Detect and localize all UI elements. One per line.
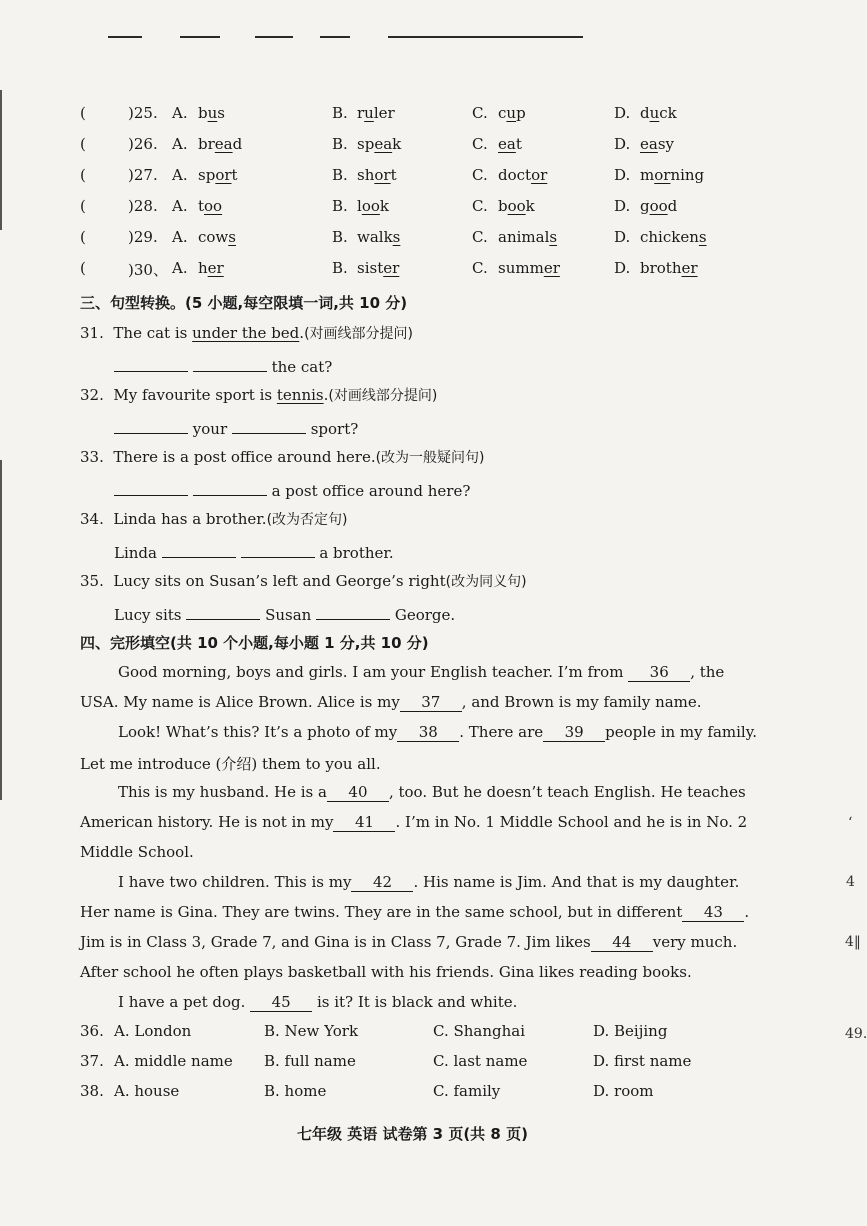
option-word: animals <box>498 228 558 246</box>
option-letter: A. <box>172 166 188 184</box>
passage-line: Good morning, boys and girls. I am your English teacher. I’m from 36 , the <box>118 663 725 681</box>
option-letter: C. <box>472 259 488 277</box>
hint: (对画线部分提问) <box>328 388 438 404</box>
cloze-blank-44[interactable]: 44 <box>591 934 653 952</box>
margin-mark: 4‖ <box>845 934 861 950</box>
option-word: good <box>640 197 678 215</box>
answer-blank[interactable] <box>193 354 267 372</box>
option-letter: B. <box>332 104 348 122</box>
option-letter: A. <box>172 259 188 277</box>
option-letter: D. <box>614 104 631 122</box>
question-31: 31. The cat is under the bed.(对画线部分提问) <box>80 324 413 342</box>
option-choice[interactable]: D. first name <box>593 1052 692 1070</box>
hint: (改为否定句) <box>266 512 348 528</box>
option-word: sport <box>198 166 238 184</box>
option-letter: C. <box>472 104 488 122</box>
margin-mark: 49. <box>845 1026 867 1042</box>
option-word: look <box>357 197 389 215</box>
cloze-blank-38[interactable]: 38 <box>397 724 459 742</box>
question-number: )26. <box>128 135 158 153</box>
answer-35: Lucy sits Susan George. <box>114 602 455 624</box>
option-letter: B. <box>332 197 348 215</box>
answer-blank[interactable] <box>114 354 188 372</box>
section4-title: 四、完形填空(共 10 个小题,每小题 1 分,共 10 分) <box>80 634 429 652</box>
cloze-blank-42[interactable]: 42 <box>351 874 413 892</box>
answer-paren[interactable]: ( <box>80 259 86 277</box>
option-choice[interactable]: C. family <box>433 1082 501 1100</box>
option-word: cows <box>198 228 236 246</box>
option-letter: B. <box>332 228 348 246</box>
option-choice[interactable]: C. Shanghai <box>433 1022 526 1040</box>
passage-line: Look! What’s this? It’s a photo of my 38 . There are 39 people in my family. <box>118 723 757 741</box>
underlined-phrase: under the bed <box>192 324 300 342</box>
option-letter: D. <box>614 228 631 246</box>
option-letter: C. <box>472 135 488 153</box>
option-choice[interactable]: A. house <box>114 1082 180 1100</box>
answer-blank[interactable] <box>232 416 306 434</box>
scan-edge <box>0 460 2 800</box>
option-choice[interactable]: B. home <box>264 1082 327 1100</box>
option-word: eat <box>498 135 522 153</box>
cloze-blank-39[interactable]: 39 <box>543 724 605 742</box>
answer-blank[interactable] <box>241 540 315 558</box>
option-choice[interactable]: A. London <box>114 1022 192 1040</box>
top-rule-1 <box>108 36 142 38</box>
answer-33: a post office around here? <box>114 478 470 500</box>
option-number: 36. <box>80 1022 104 1040</box>
option-word: her <box>198 259 224 277</box>
option-letter: C. <box>472 228 488 246</box>
answer-paren[interactable]: ( <box>80 104 86 122</box>
answer-blank[interactable] <box>114 478 188 496</box>
option-word: brother <box>640 259 698 277</box>
option-letter: D. <box>614 166 631 184</box>
question-35: 35. Lucy sits on Susan’s left and George’s right(改为同义句) <box>80 572 527 590</box>
passage-line: Middle School. <box>80 843 194 861</box>
option-word: duck <box>640 104 677 122</box>
answer-32: your sport? <box>114 416 358 438</box>
cloze-blank-45[interactable]: 45 <box>250 994 312 1012</box>
option-letter: A. <box>172 228 188 246</box>
answer-34: Linda a brother. <box>114 540 394 562</box>
answer-blank[interactable] <box>316 602 390 620</box>
top-rule-5 <box>388 36 583 38</box>
hint: (对画线部分提问) <box>304 326 413 342</box>
option-word: cup <box>498 104 526 122</box>
option-choice[interactable]: C. last name <box>433 1052 528 1070</box>
option-letter: C. <box>472 197 488 215</box>
option-letter: B. <box>332 135 348 153</box>
option-word: speak <box>357 135 402 153</box>
option-word: summer <box>498 259 560 277</box>
passage-line: USA. My name is Alice Brown. Alice is my 37 , and Brown is my family name. <box>80 693 702 711</box>
answer-31: the cat? <box>114 354 332 376</box>
option-number: 37. <box>80 1052 104 1070</box>
option-word: short <box>357 166 397 184</box>
question-number: )28. <box>128 197 158 215</box>
question-number: )29. <box>128 228 158 246</box>
passage-line: Let me introduce (介绍) them to you all. <box>80 755 381 773</box>
answer-paren[interactable]: ( <box>80 166 86 184</box>
cloze-blank-37[interactable]: 37 <box>400 694 462 712</box>
cloze-blank-43[interactable]: 43 <box>682 904 744 922</box>
top-rule-2 <box>180 36 220 38</box>
option-letter: A. <box>172 197 188 215</box>
option-letter: B. <box>332 166 348 184</box>
question-32: 32. My favourite sport is tennis.(对画线部分提问) <box>80 386 438 404</box>
question-34: 34. Linda has a brother.(改为否定句) <box>80 510 348 528</box>
option-number: 38. <box>80 1082 104 1100</box>
option-word: easy <box>640 135 674 153</box>
option-letter: A. <box>172 104 188 122</box>
answer-paren[interactable]: ( <box>80 197 86 215</box>
answer-paren[interactable]: ( <box>80 135 86 153</box>
option-letter: A. <box>172 135 188 153</box>
underlined-phrase: tennis <box>276 386 324 404</box>
option-word: walks <box>357 228 401 246</box>
margin-mark: ‘ <box>848 815 853 831</box>
scan-edge <box>0 90 2 230</box>
passage-line: After school he often plays basketball with his friends. Gina likes reading books. <box>80 963 692 981</box>
answer-paren[interactable]: ( <box>80 228 86 246</box>
passage-line: Jim is in Class 3, Grade 7, and Gina is in Class 7, Grade 7. Jim likes 44 very much. <box>80 933 738 951</box>
option-choice[interactable]: D. room <box>593 1082 654 1100</box>
answer-blank[interactable] <box>162 540 236 558</box>
option-letter: C. <box>472 166 488 184</box>
option-choice[interactable]: D. Beijing <box>593 1022 668 1040</box>
option-word: bus <box>198 104 225 122</box>
hint: (改为同义句) <box>445 574 527 590</box>
option-word: book <box>498 197 535 215</box>
cloze-blank-40[interactable]: 40 <box>327 784 389 802</box>
option-letter: D. <box>614 259 631 277</box>
option-letter: B. <box>332 259 348 277</box>
question-number: )27. <box>128 166 158 184</box>
option-word: doctor <box>498 166 548 184</box>
answer-blank[interactable] <box>193 478 267 496</box>
option-word: chickens <box>640 228 707 246</box>
question-number: )25. <box>128 104 158 122</box>
answer-blank[interactable] <box>114 416 188 434</box>
option-choice[interactable]: A. middle name <box>114 1052 233 1070</box>
page-footer: 七年级 英语 试卷第 3 页(共 8 页) <box>297 1125 528 1143</box>
passage-line: I have a pet dog. 45 is it? It is black and white. <box>118 993 518 1011</box>
option-word: morning <box>640 166 705 184</box>
cloze-blank-41[interactable]: 41 <box>333 814 395 832</box>
passage-line: I have two children. This is my 42 . His name is Jim. And that is my daughter. <box>118 873 740 891</box>
question-33: 33. There is a post office around here.(改为一般疑问句) <box>80 448 485 466</box>
option-word: ruler <box>357 104 395 122</box>
option-word: bread <box>198 135 243 153</box>
top-rule-4 <box>320 36 350 38</box>
top-rule-3 <box>255 36 293 38</box>
cloze-blank-36[interactable]: 36 <box>628 664 690 682</box>
hint: (改为一般疑问句) <box>375 450 485 466</box>
section3-title: 三、句型转换。(5 小题,每空限填一词,共 10 分) <box>80 294 408 312</box>
option-letter: D. <box>614 197 631 215</box>
option-word: too <box>198 197 223 215</box>
passage-line: Her name is Gina. They are twins. They are in the same school, but in different 43 . <box>80 903 750 921</box>
question-number: )30、 <box>128 261 168 279</box>
passage-line: American history. He is not in my 41 . I’m in No. 1 Middle School and he is in No. 2 <box>80 813 748 831</box>
margin-mark: 4 <box>846 874 855 890</box>
passage-line: This is my husband. He is a 40 , too. But he doesn’t teach English. He teaches <box>118 783 746 801</box>
option-letter: D. <box>614 135 631 153</box>
option-choice[interactable]: B. New York <box>264 1022 359 1040</box>
answer-blank[interactable] <box>186 602 260 620</box>
option-word: sister <box>357 259 400 277</box>
option-choice[interactable]: B. full name <box>264 1052 356 1070</box>
